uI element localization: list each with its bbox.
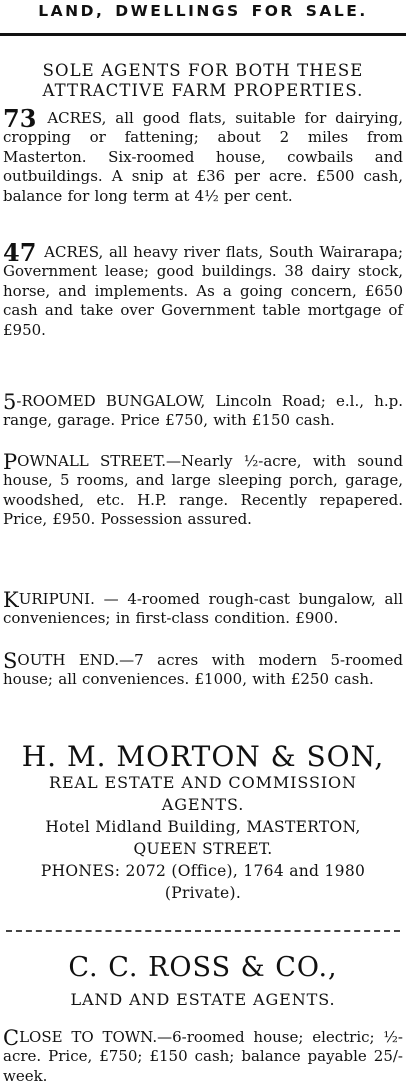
- heading-rule: [0, 33, 406, 36]
- agent-name-ross: C. C. ROSS & CO.,: [68, 952, 338, 983]
- listing-text: URIPUNI. — 4-roomed rough-cast bungalow, all conveniences; in first-class condition. £900.: [3, 590, 403, 628]
- agent-morton-address-2: QUEEN STREET.: [133, 840, 273, 858]
- listing-text: OWNALL STREET.—Nearly ½-acre, with sound house, 5 rooms, and large sleeping porch, garage, woodshed, etc. H.P. range. Recently repapered. Price, £950. Possession assured.: [3, 452, 403, 529]
- listing-lead: S: [3, 649, 18, 673]
- listing-pownall-street: [3, 452, 403, 530]
- agent-morton-address-1: Hotel Midland Building, MASTERTON,: [45, 818, 361, 836]
- agent-ross-line-1: LAND AND ESTATE AGENTS.: [70, 990, 336, 1009]
- agent-morton-phones-1: PHONES: 2072 (Office), 1764 and 1980: [40, 862, 366, 880]
- listing-lead: 73: [3, 104, 37, 133]
- listing-lead: P: [3, 450, 18, 474]
- listing-text: OUTH END.—7 acres with modern 5-roomed house; all conveniences. £1000, with £250 cash.: [3, 651, 403, 689]
- agent-morton-line-1: REAL ESTATE AND COMMISSION: [49, 773, 357, 792]
- divider-dashed: [6, 930, 400, 932]
- agent-morton-line-2: AGENTS.: [161, 795, 245, 814]
- listing-text: -ROOMED BUNGALOW, Lincoln Road; e.l., h.p. range, garage. Price £750, with £150 cash.: [3, 392, 403, 430]
- listing-close-to-town: [3, 1028, 403, 1086]
- listing-south-end: [3, 651, 403, 690]
- listing-lead: 47: [3, 238, 37, 267]
- intro-heading: [3, 61, 403, 101]
- listing-text: ACRES, all good flats, suitable for dairying, cropping or fattening; about 2 miles from Masterton. Six-roomed house, cowbails and outbuildings. A snip at £36 per acre. £500 cash, balance for long term at 4½ per cent.: [3, 109, 403, 205]
- listing-47-acres: [3, 238, 403, 340]
- section-heading: LAND, DWELLINGS FOR SALE.: [38, 2, 368, 20]
- listing-lead: 5: [3, 390, 17, 414]
- agent-morton-phones-2: (Private).: [164, 884, 242, 902]
- listing-lead: C: [3, 1026, 20, 1050]
- intro-line-2: ATTRACTIVE FARM PROPERTIES.: [42, 81, 364, 100]
- listing-text: LOSE TO TOWN.—6-roomed house; electric; ½-acre. Price, £750; £150 cash; balance payable 25/- week.: [3, 1028, 403, 1085]
- agent-name-morton: H. M. MORTON & SON,: [21, 740, 385, 773]
- listing-kuripuni: [3, 590, 403, 629]
- listing-text: ACRES, all heavy river flats, South Wairarapa; Government lease; good buildings. 38 dairy stock, horse, and implements. As a going concern, £650 cash and take over Government table mortgage of £950.: [3, 243, 403, 339]
- listing-73-acres: [3, 104, 403, 206]
- listing-bungalow: [3, 392, 403, 431]
- listing-lead: K: [3, 588, 19, 612]
- intro-line-1: SOLE AGENTS FOR BOTH THESE: [42, 61, 364, 80]
